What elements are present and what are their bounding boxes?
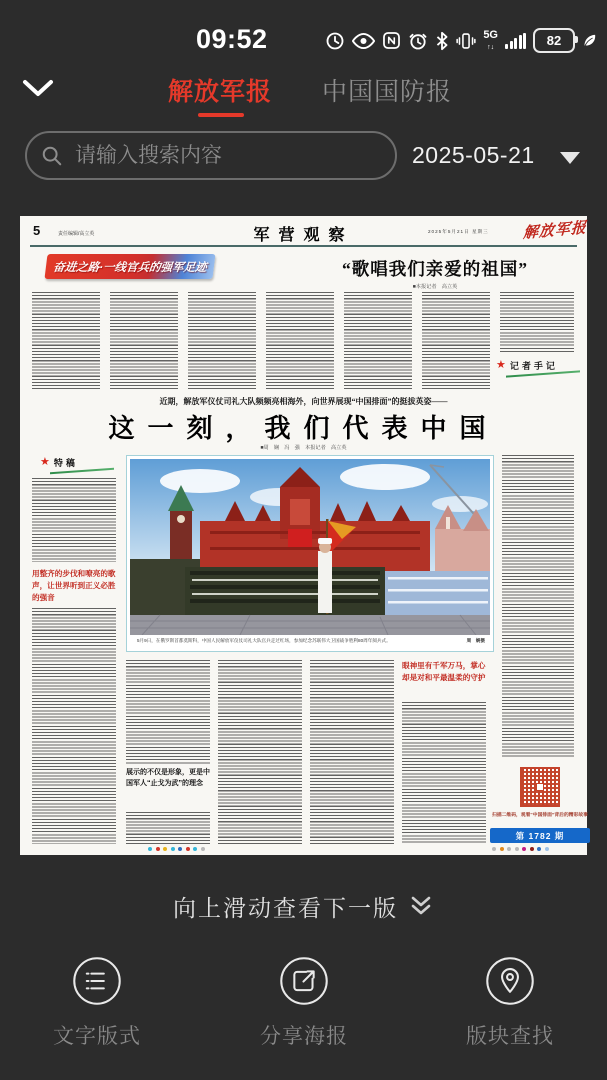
subhead-right: 眼神里有千军万马，掌心却是对和平最温柔的守护 (402, 661, 486, 682)
search-input[interactable] (73, 143, 381, 169)
series-banner (44, 254, 215, 279)
tab-jiefangjunbao[interactable] (168, 72, 272, 108)
top-article-byline: ■本报记者 高立英 (412, 284, 458, 290)
bluetooth-icon (435, 31, 449, 51)
body-text-column (266, 292, 334, 390)
date-picker[interactable]: 2025-05-21 (412, 142, 535, 168)
next-page-swipe-hint[interactable] (0, 890, 607, 923)
double-chevron-down-icon (408, 894, 434, 920)
toolbar-section-finder[interactable] (430, 956, 590, 1050)
active-tab-underline (198, 113, 244, 117)
body-text-column (344, 292, 412, 390)
body-text-column (32, 292, 100, 390)
body-text-column (32, 478, 116, 562)
main-article-kicker: 近期，解放军仪仗司礼大队频频亮相海外，向世界展现“中国排面”的挺拔英姿—— (159, 397, 448, 406)
text-layout-list-icon (72, 956, 122, 1006)
body-text-column (32, 608, 116, 844)
location-pin-icon (485, 956, 535, 1006)
body-text-column (500, 292, 574, 352)
alarm-icon (408, 31, 428, 51)
photo-credit: 周 娴摄 (466, 638, 485, 643)
toolbar-label: 分享海报 (260, 1025, 348, 1048)
photo-caption (137, 638, 485, 644)
decorative-dots (492, 847, 549, 851)
qr-center-dot (536, 783, 544, 791)
search-bar[interactable] (25, 131, 397, 180)
top-article-title: “歌唱我们亲爱的祖国” (342, 259, 528, 279)
reporter-note-label (496, 359, 576, 372)
red-square-parade-photo (130, 459, 490, 635)
swipe-hint-text: 向上滑动查看下一版 (173, 895, 398, 921)
tab-label: 中国国防报 (322, 78, 453, 106)
power-save-leaf-icon (582, 33, 597, 48)
subhead-left: 用整齐的步伐和嘹亮的歌声，让世界听到正义必胜的强音 (32, 569, 116, 602)
main-photo-frame (126, 455, 494, 652)
issue-number-button[interactable]: 第 1782 期 (490, 828, 590, 843)
qr-caption: 扫描二维码，观看“中国排面”背后的精彩故事 (492, 813, 588, 818)
feature-label (40, 456, 110, 469)
share-export-icon (279, 956, 329, 1006)
nfc-icon (382, 31, 401, 50)
tab-label: 解放军报 (168, 78, 273, 106)
issue-date: 2025年5月21日 星期三 (428, 229, 489, 234)
masthead-logo: 解放军报 (522, 218, 588, 242)
page-number: 5 (33, 223, 41, 238)
eye-protect-icon (352, 32, 375, 50)
status-icons (325, 28, 597, 53)
toolbar-label: 版块查找 (466, 1025, 554, 1048)
toolbar-text-layout[interactable] (17, 956, 177, 1050)
editor-credit: 责任编辑/高立英 (58, 231, 95, 237)
toolbar-share-poster[interactable] (224, 956, 384, 1050)
body-text-column (218, 660, 302, 844)
vibrate-icon (456, 31, 476, 51)
header-rule (30, 245, 577, 247)
decorative-dots (148, 847, 205, 851)
qr-code (520, 767, 560, 807)
body-text-column (188, 292, 256, 390)
signal-bars-icon (505, 33, 526, 49)
main-article-byline: ■周 娴 冯 强 本报记者 高立英 (260, 445, 347, 451)
battery-icon (533, 28, 575, 53)
newspaper-page[interactable] (20, 216, 587, 855)
screen-time-icon (325, 31, 345, 51)
5g-label: 5G ↑↓ (483, 28, 498, 51)
body-text-column (422, 292, 490, 390)
reporter-note-text: 记者手记 (509, 361, 558, 371)
series-banner-text: 奋进之路·一线官兵的强军足迹 (52, 261, 208, 274)
subhead-bold: 展示的不仅是形象，更是中国军人“止戈为武”的理念 (126, 769, 210, 787)
battery-percent: 82 (546, 33, 562, 48)
collapse-chevron-icon[interactable] (20, 76, 56, 102)
body-text-column (402, 702, 486, 844)
tab-zhongguoguofangbao[interactable] (322, 72, 452, 108)
body-text-column (110, 292, 178, 390)
toolbar-label: 文字版式 (53, 1025, 141, 1048)
feature-text: 特稿 (53, 458, 78, 468)
body-text-column (126, 660, 210, 764)
section-title: 军营观察 (253, 227, 354, 244)
status-time: 09:52 (196, 24, 268, 54)
star-icon: ★ (496, 359, 506, 371)
date-dropdown-arrow-icon[interactable] (560, 152, 580, 164)
star-icon: ★ (40, 456, 50, 468)
body-text-column (502, 455, 574, 759)
photo-caption-text: 5月9日，在俄罗斯首都莫斯科，中国人民解放军仪仗司礼大队官兵走过红场，参加纪念苏联伟大卫国战争胜利80周年阅兵式。 (137, 638, 391, 643)
main-article-title: 这一刻，我们代表中国 (108, 413, 499, 443)
body-text-column (310, 660, 394, 844)
body-text-column (126, 812, 210, 844)
search-icon (41, 145, 63, 167)
